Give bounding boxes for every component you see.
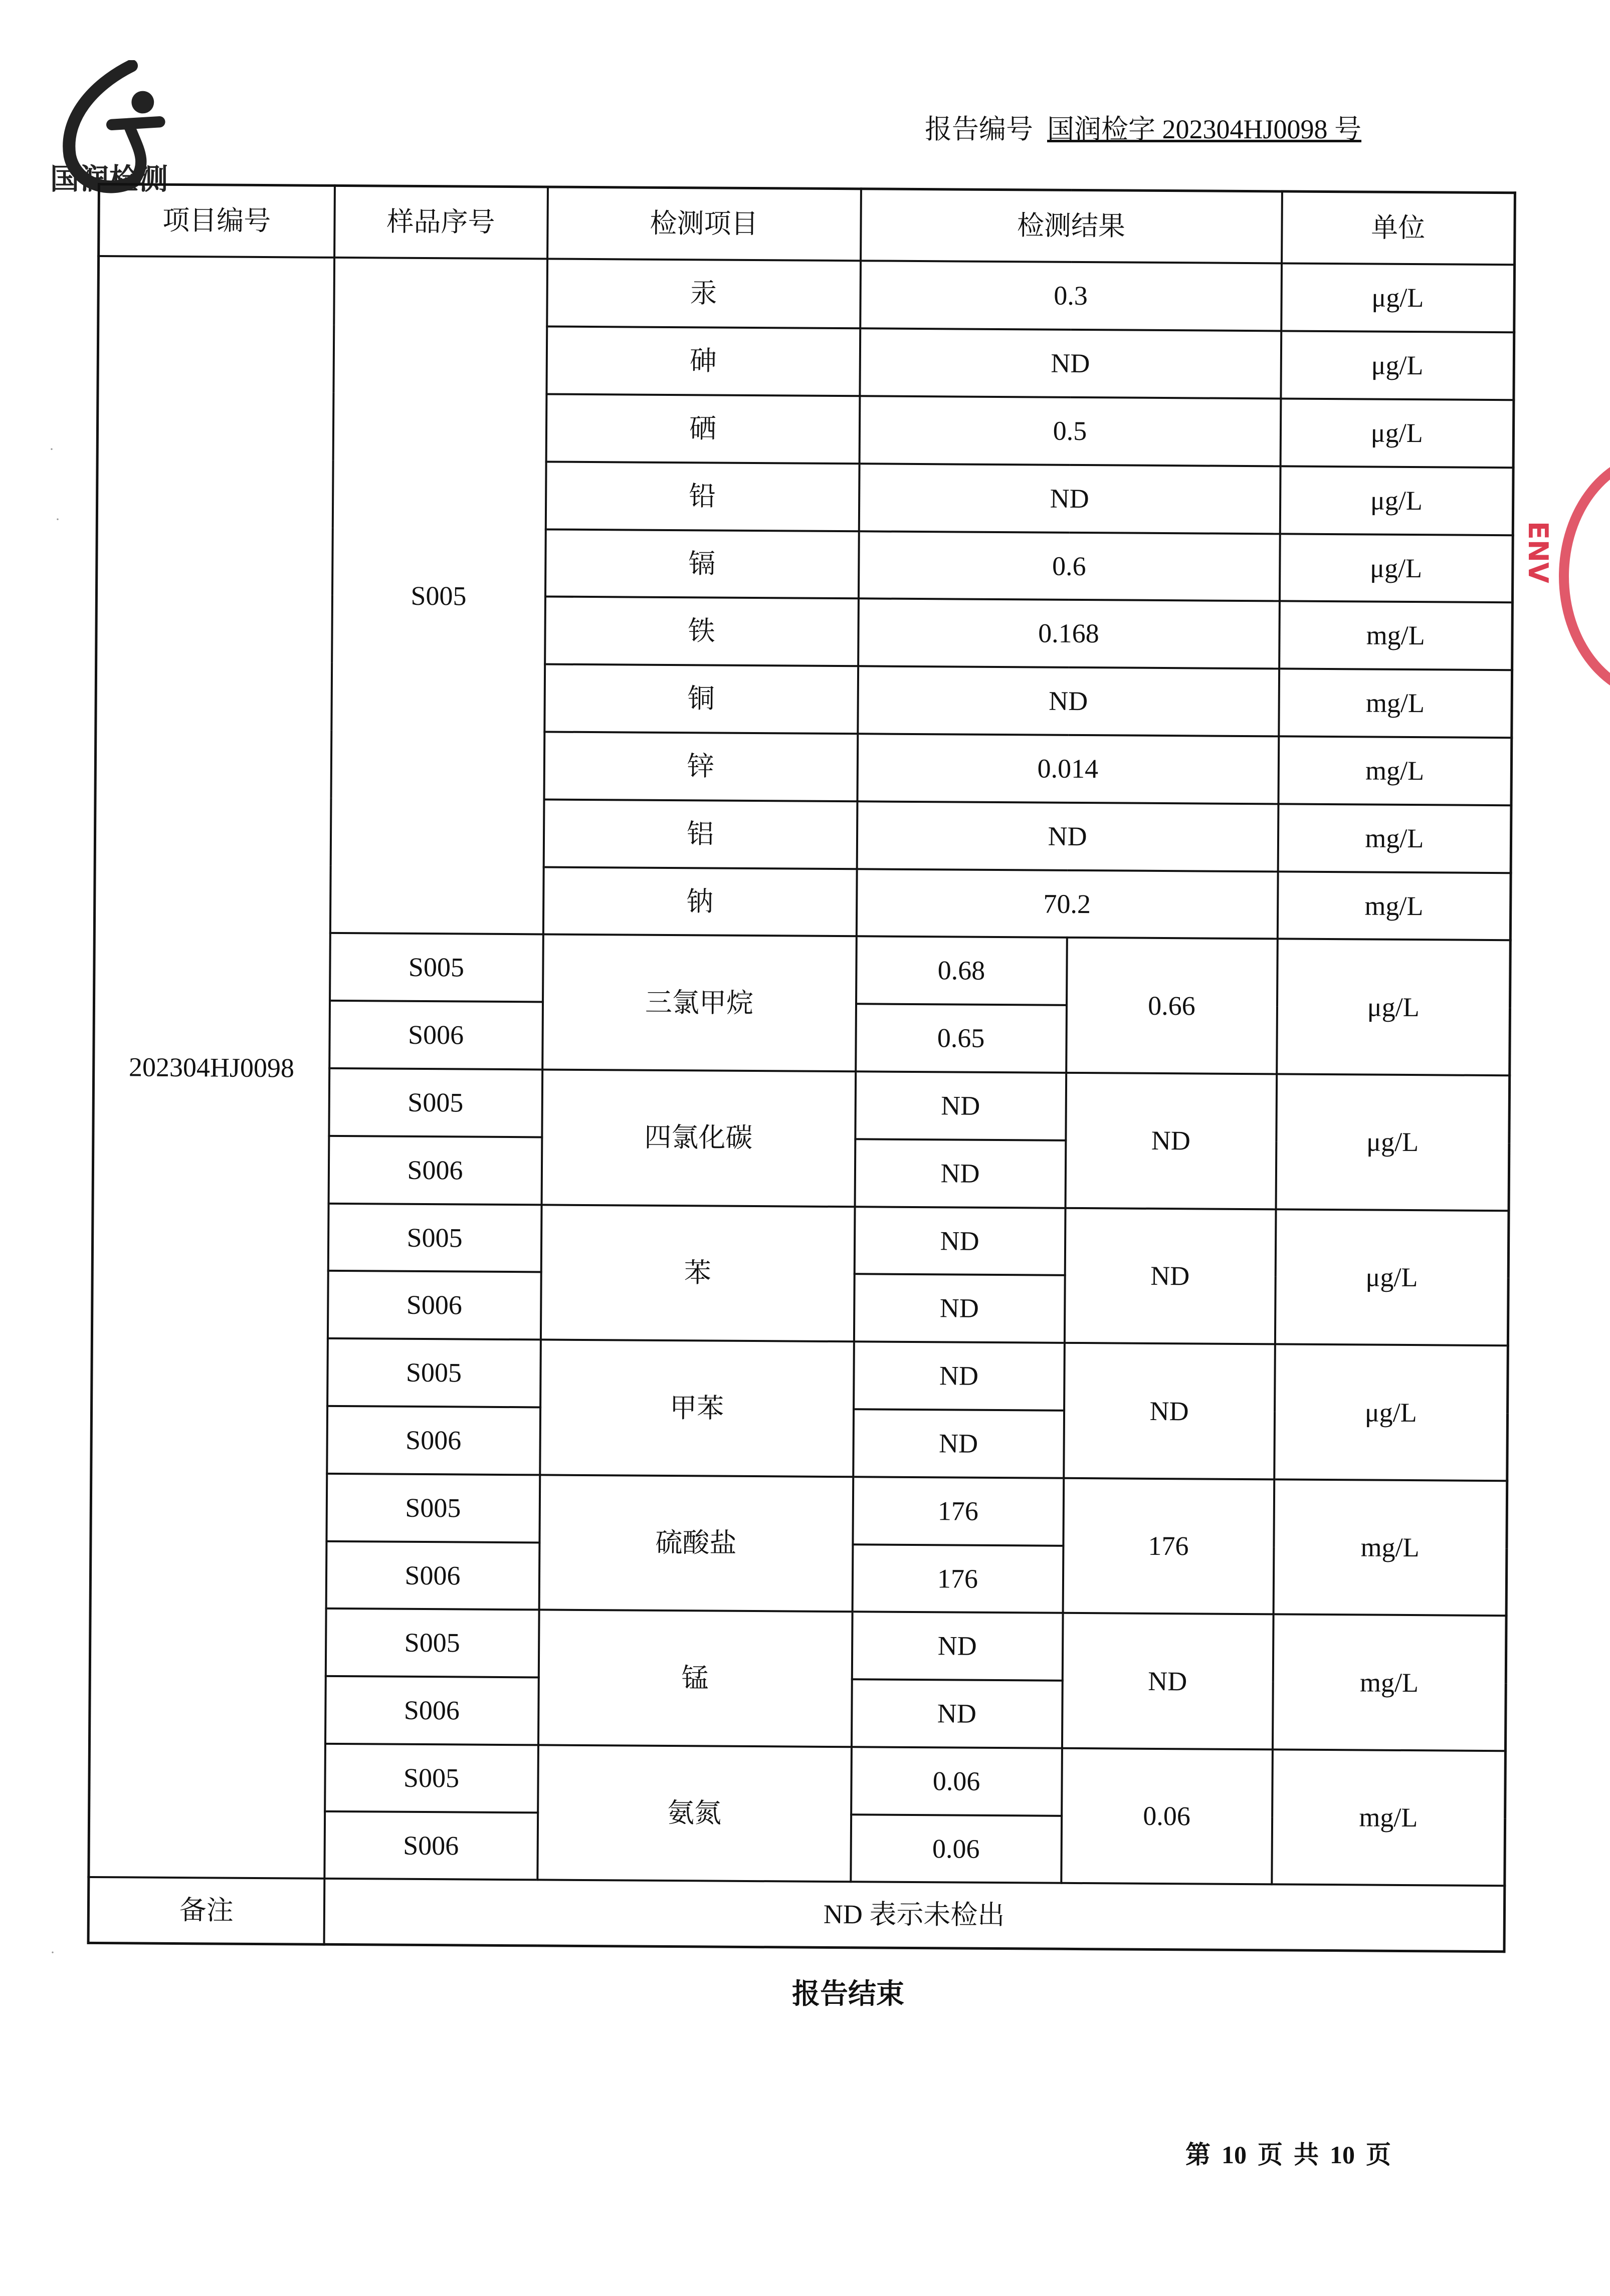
unit-cell: μg/L: [1281, 264, 1515, 333]
result-cell: ND: [860, 328, 1281, 398]
result-cell: 0.68: [856, 937, 1067, 1005]
scan-speck: ·: [50, 1944, 55, 1961]
unit-cell: μg/L: [1280, 466, 1513, 535]
unit-cell: mg/L: [1279, 601, 1513, 670]
report-number: [925, 108, 1361, 146]
note-label: 备注: [88, 1877, 324, 1944]
result-cell: 0.014: [857, 734, 1279, 804]
red-seal-stamp: [1559, 451, 1610, 702]
unit-cell: μg/L: [1276, 1074, 1510, 1210]
result-cell: 0.168: [858, 599, 1280, 669]
scan-speck: ·: [55, 511, 60, 528]
page-number: [1185, 2135, 1402, 2171]
sample-no-cell: S006: [324, 1811, 538, 1880]
result-cell: ND: [854, 1341, 1065, 1410]
test-item-cell: 硒: [546, 394, 860, 464]
result-cell: 0.3: [860, 261, 1282, 331]
result-cell: 0.65: [856, 1004, 1067, 1072]
sample-no-cell: S005: [325, 1744, 538, 1812]
result-cell: 70.2: [856, 869, 1278, 939]
test-item-cell: 镉: [545, 529, 859, 599]
header-test-item: 检测项目: [547, 187, 861, 261]
result-cell: 0.06: [851, 1814, 1062, 1883]
report-number-value: 国润检字 202304HJ0098 号: [1047, 114, 1362, 144]
result-cell: ND: [857, 801, 1278, 871]
result-cell: 0.5: [859, 396, 1281, 466]
test-item-cell: 氨氮: [537, 1745, 852, 1882]
page-number-total: 10: [1330, 2141, 1355, 2169]
unit-cell: mg/L: [1272, 1615, 1506, 1751]
test-item-cell: 甲苯: [540, 1340, 854, 1477]
test-item-cell: 四氯化碳: [541, 1069, 856, 1206]
unit-cell: μg/L: [1277, 939, 1511, 1075]
mean-result-cell: ND: [1064, 1208, 1276, 1344]
unit-cell: μg/L: [1280, 398, 1514, 468]
logo-text: 国润检测: [50, 162, 169, 196]
sample-no-cell: S005: [327, 1338, 541, 1407]
test-item-cell: 铁: [545, 597, 859, 666]
result-cell: ND: [853, 1409, 1064, 1478]
unit-cell: μg/L: [1279, 534, 1513, 603]
header-sample-no: 样品序号: [334, 185, 548, 259]
unit-cell: mg/L: [1273, 1479, 1507, 1616]
unit-cell: μg/L: [1275, 1209, 1509, 1345]
unit-cell: mg/L: [1272, 1749, 1506, 1886]
unit-cell: mg/L: [1278, 804, 1511, 873]
seal-text: ENV: [1522, 521, 1554, 583]
result-cell: 0.6: [858, 531, 1280, 601]
test-item-cell: 铜: [544, 664, 858, 734]
test-item-cell: 三氯甲烷: [542, 935, 857, 1071]
project-no-cell: 202304HJ0098: [89, 256, 334, 1879]
page-number-part: 页: [1366, 2141, 1391, 2169]
report-number-label: 报告编号: [925, 114, 1033, 144]
sample-no-cell: S005: [330, 933, 543, 1002]
scan-speck: ·: [49, 441, 54, 457]
test-item-cell: 硫酸盐: [539, 1475, 853, 1612]
sample-no-cell: S005: [328, 1203, 541, 1272]
sample-no-cell: S005: [329, 1068, 542, 1137]
result-cell: ND: [851, 1679, 1062, 1748]
test-item-cell: 汞: [547, 259, 861, 329]
mean-result-cell: 176: [1063, 1478, 1274, 1615]
sample-no-cell: S006: [327, 1406, 540, 1475]
test-item-cell: 铅: [545, 462, 859, 531]
result-cell: ND: [855, 1139, 1066, 1208]
mean-result-cell: ND: [1065, 1073, 1277, 1209]
result-cell: ND: [854, 1207, 1065, 1275]
page-number-current: 10: [1222, 2141, 1247, 2169]
sample-no-cell: S006: [327, 1271, 541, 1339]
result-cell: ND: [852, 1612, 1063, 1681]
test-item-cell: 铝: [543, 799, 857, 869]
result-cell: 0.06: [851, 1747, 1062, 1815]
result-cell: ND: [854, 1274, 1065, 1343]
mean-result-cell: 0.06: [1061, 1748, 1273, 1885]
sample-no-cell: S005: [325, 1609, 539, 1677]
result-cell: ND: [859, 464, 1280, 534]
mean-result-cell: ND: [1062, 1613, 1273, 1749]
sample-no-cell: S005: [326, 1474, 540, 1542]
result-cell: 176: [853, 1477, 1064, 1545]
test-item-cell: 苯: [540, 1205, 855, 1341]
table-header-row: [99, 184, 1515, 265]
unit-cell: mg/L: [1278, 736, 1512, 805]
test-item-cell: 砷: [546, 327, 860, 396]
test-item-cell: 钠: [543, 867, 857, 937]
note-text: ND 表示未检出: [324, 1879, 1505, 1951]
header-project-no: 项目编号: [99, 184, 335, 258]
mean-result-cell: ND: [1064, 1343, 1275, 1479]
unit-cell: μg/L: [1274, 1344, 1508, 1480]
header-unit: 单位: [1282, 191, 1515, 265]
test-item-cell: 锰: [538, 1610, 852, 1747]
table-row: [98, 256, 1515, 332]
unit-cell: mg/L: [1277, 871, 1511, 941]
page-number-part: 第: [1185, 2141, 1211, 2169]
page-number-part: 页: [1258, 2141, 1283, 2169]
sample-no-cell: S006: [329, 1001, 543, 1069]
page-number-part: 共: [1294, 2141, 1319, 2169]
unit-cell: mg/L: [1279, 669, 1512, 738]
result-cell: ND: [855, 1071, 1066, 1140]
result-cell: ND: [858, 666, 1279, 736]
sample-no-cell: S006: [328, 1136, 542, 1205]
mean-result-cell: 0.66: [1066, 938, 1278, 1074]
test-item-cell: 锌: [544, 732, 858, 801]
note-row: [88, 1877, 1505, 1951]
sample-no-cell: S006: [325, 1676, 538, 1745]
header-result: 检测结果: [861, 189, 1282, 264]
unit-cell: μg/L: [1281, 331, 1514, 400]
sample-no-cell: S005: [330, 258, 547, 935]
sample-no-cell: S006: [326, 1541, 539, 1610]
report-end: 报告结束: [792, 1979, 904, 2010]
results-table: [87, 183, 1516, 1953]
result-cell: 176: [852, 1544, 1063, 1613]
